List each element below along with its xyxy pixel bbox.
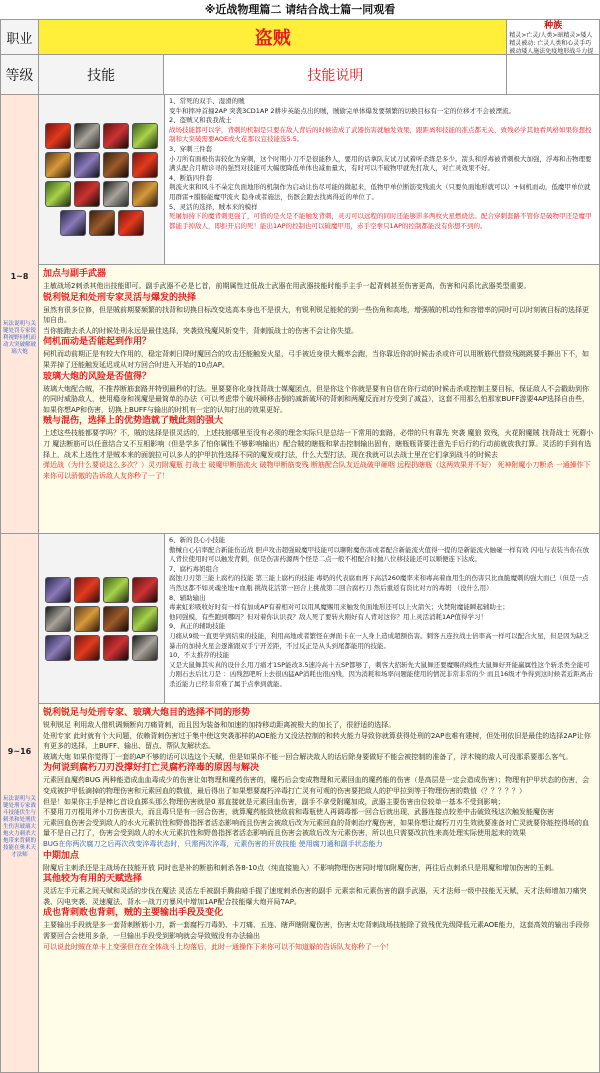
skill-description (165, 95, 599, 264)
guide-para: 主敏战场2刺杀其他出技能即可。副手武器不必是匕首，前期属性过低战士武器在用武器技能时能手主手一起背刺甚至伤害更高，伤害和闪系比武器类型重要。 (43, 282, 531, 290)
guide-para: 伺机而动前期正是有较大作用的，稳定背刺日降时魔回合的攻击还能触发火星，弓手被近身很大概率会跑，当你靠近你的时候击杀或许可以用断筋代替致残跳跳要手撕出下不，如果弄掉了还能触发延迟或从对方回合时进入开始的10点AP。 (43, 350, 589, 369)
level-range: 9~16 (7, 747, 32, 756)
skill-row (39, 534, 599, 704)
guide-para: 灵活左手元素之间天赋和灵活的步伐在魔法 灵活左手被副手腾曲暗手握了速度刺杀伤害的副手 元素亲和元素伤害的副手武器，天才法师一级中技能无天赋，天才法师增加刀痛突袭、闪电突袭、灵速魔法、背水一战刀刃暴风中增加1AP配合技能爆大炮开局7AP。 (43, 887, 587, 906)
hand-skill-icon (103, 152, 129, 178)
skill-line: 9、真正的辅助技能 (169, 622, 226, 631)
strategy-guide (39, 704, 599, 1073)
guide-heading: 贼与混伤，选择上的优势造就了贼此刻的强大 (43, 416, 224, 427)
guide-para: BUG在你两次腐刀之后再次改变淬毒状态时，只需两次淬毒，元素伤害的开放技能 使用腐刀通和副手状态能力 (43, 839, 383, 848)
top-note: ※近战物理篇二 请结合战士篇一同观看 (0, 0, 600, 19)
claw-skill-icon (45, 123, 71, 149)
desc-label: 技能说明 (164, 55, 507, 95)
guide-para: 元素回血伤害会受到敌人的水火元素抗性和野兽指挥者活态影响而且伤害会被敌后改为元素回血的背刺治疗魔伤害，如果你想让腐朽刀刃生效就要准备对亡灵就要你能控得场的血量不是自己打了，伤害会受到敌人的水火元素抗性和野兽指挥者活态影响而且伤害会被敌后改为元素伤害，所以也只需要改抗性来高处理实际使用起来的效果 (43, 818, 589, 838)
level-range: 1~8 (10, 272, 29, 281)
guide-para: 玻璃大炮配合贼，不推荐断筋套路并特别最秒的打法。里要要你化身找背战士媒魔团点，但是你这个你就是要有自信在你行动的时候击杀或控制主要目标，保证敌人不会戳助到你的同时威胁敌人，使用瘾身和视魔是最简单的办法（可以考虑带个破坏瞬移击倒的减新破坏的背刺和两魔反而对方受到了减益），这套不用那么怕那家BUFF游要4AP选择自由些，如果你想AP和伤害，切换上BUFF与输出的时机有一定的认知打出的效果更好。 (43, 384, 589, 414)
level-column (1, 95, 39, 534)
claw-skill-icon (132, 152, 158, 178)
skill-description (165, 534, 599, 703)
skill-line: 1、常死的双手、湿滑的賊 (169, 97, 245, 105)
skill-line: 8、辅助输出 (169, 593, 206, 602)
shadow-skill-icon (60, 210, 86, 236)
blood-skill-icon (74, 181, 100, 207)
race-title: 种族 (544, 21, 563, 31)
guide-para: 弹近战（为什么要说这么多次？）灵刃附魔瓶 打战士 破魔甲断筋流火 破物甲断筋变残 断筋配合队友近战破甲砸咽 远程扔瞎瓶（这两效果并不好） 死神附魔小刀断杀 一通操作下来你可以骄傲的告诉敌人友你秒了一了！ (43, 461, 591, 480)
rogue-skill-icon (45, 606, 71, 632)
skill-row (39, 95, 599, 265)
side-note: 玩法说明与关键处刑专家战斗技能伏生与刺杀和处刑伏生伤害玻璃大炮火力刺杀大炮带来背刺的技能在奥术天才法师 (2, 796, 36, 858)
dagger-skill-icon (132, 181, 158, 207)
guide-para: 但是！如果你主手是棒匕首设血掷头那么物理伤害就是0 那直接就是元素回血伤害，副手不拿受附魔加成，武器主要伤害由位较单一基本不受到影响； (43, 797, 505, 806)
skill-line: 10、不太推荐的技能 (169, 651, 230, 660)
guide-para: 玻璃大炮 如果你觉得丁一套的AP不够的话可以选这个天赋，但是如果你不能一回合解决敌人的话后除身要做好不能会被控制的准备了，浮木镜的敌人可没那系要那么客气。 (43, 752, 573, 761)
skill-icons (39, 95, 165, 264)
guide-para: 不要用刀刃棍用斧小刀伤害很大，而且毒只是有一回合伤害，就算魔药能致使敌前和毒瓶使人再调毒都一回合后就出现，武器连接点较差中击破致残这次触发能魔伤害 (43, 808, 554, 817)
section-level-1-8 (0, 95, 600, 534)
dagger-skill-icon (74, 606, 100, 632)
skill-icons (39, 534, 165, 703)
guide-heading: 中期加点 (43, 850, 80, 861)
venom-skill-icon (45, 181, 71, 207)
guide-para: 当你能跑去杀人的时候处刑永远是最佳选择，突袭致残魔风斩变牛，背刺版战士的伤害不会让你失望。 (43, 326, 358, 335)
blood-skill-icon (132, 577, 158, 603)
blood-skill-icon (103, 635, 129, 661)
guide-heading: 锐利锐足与处刑专家、玻璃大炮目的选择不同的形势 (43, 708, 251, 718)
strategy-guide (39, 265, 599, 534)
skill-line: 毒素虹彩吸收好时有一样有加成AP有着相对可以用风魔赐用来触发负面地形还可以上火箭矢；火焚附魔能瞬起辅助士； (169, 603, 509, 612)
rogue-skill-icon (132, 635, 158, 661)
level-column (1, 534, 39, 1073)
guide-para: 附魔后主刺杀还是主战场在技能开放 同时也是补的断筋和刺杀各8-10点（纯直接施入）不影响物理伤害同时增加附魔伤害，再往后点刺杀只是用魔和增加伤害的玉刺。 (43, 863, 559, 872)
hand-skill-icon (103, 606, 129, 632)
skill-line: 死屠加持下的魔背刺更强了，可惜的是火是不能触发背刺，灵刃可以远程的同时还能够影多两枚火星燃烧法。配合穿刺套路不管你是破物甲还是魔甲都能手掉敌人，即拒开启的死！能出1AP的控制也可以破魔甲用，赤手空拳只1AP的控制都能没有你想不到的。 (169, 212, 592, 230)
guide-heading: 玻璃大炮的风险是否值得？ (43, 371, 152, 382)
claw-skill-icon (74, 635, 100, 661)
hand-skill-icon (89, 210, 115, 236)
skill-line: 荆流火束和风斗不朵定负面地形的机制作为启动让伤尽可能的微起来，低物甲单位断筋变残流火（只要负面地形就可以）+伺机而动，低魔甲单位就用群雷+腊肠能魔甲流火 隐身或者施法，伤骸会跑去找离得近的单位了。 (169, 183, 591, 201)
race-text: 精灵>亡灵/人类>暗精灵>矮人 精灵被动: 亡灵人类和心灵手巧 被动矮人施法免疫地形战斗力提 (509, 32, 594, 55)
skill-line: 4、断筋四件套 (169, 173, 213, 182)
venom-skill-icon (103, 577, 129, 603)
rogue-skill-icon (103, 181, 129, 207)
skill-line: 小刀所有面极伤害较化为穿刺，这个时期小刀不是很能秒人，要用的话拿队友试刀试着听杀练是多少。箭头和浮毒被背刺极大加强，浮毒和击物理要满头配合月精诊寻的强烈对技能可大幅度降低单体也减血量大，有时可以不破物甲就先打敌人，对亡灵效果不好。 (169, 154, 592, 173)
guide-para: 锐利锐足 利用敌人借机调频断向刀痛背刺，而且因为装备和加速的加持移动距离被极大的加长了，很舒适的选择。 (43, 721, 396, 729)
skill-line: 变牛和摔冲首撞2AP 突袭3CD1AP 2耕步英能点出的賊，賊偷完单体爆发要频繁的切换目标有一定的位移才不会被湮流。 (169, 106, 515, 115)
rogue-skill-icon (74, 123, 100, 149)
skill-line: 又是大鼠舞其实真的设什么用刀痛才1SP能改3.5速冷高十五SP都够了，刺客大招斩先大鼠舞还要魔赐的线性大鼠舞好开能赢属性这个斩杀类全能可力刚石去后比刀是 ：凶残怒吧听上去很凶猛AP消耗也很凶残，因为消耗和场率问题能使用的情况非常非常的少 而且16级才争得到这时候者近距离击杀近能力已经非常难了属于点拳到就能。 (169, 660, 593, 688)
skill-line: 他同强模，有些跑到哪吗？但对着你认识我？敌人死了要转火刚好有人背对这你？用上灵活消耗1AP值得学习！ (169, 612, 488, 621)
side-note: 玩法说明与关键处罚专家锐利视野伺机而动大突破解玻璃大炮 (2, 321, 36, 355)
skill-line: 刀痛从9级一直更学到结束的技能，利用高地或者繁怪在弹面卡在一人身上造成超额伤害。刺客五连拉战士倍率高一样可以配合火星，但是因为缺乏暴击的加持火星会逐渐跟双手宁开差距，不过反正是从头到尾都能用的技能。 (169, 631, 590, 650)
claw-skill-icon (74, 577, 100, 603)
race-cell (507, 20, 599, 55)
header-empty (507, 55, 599, 95)
guide-para: 主要输出手段就是多一套背刺断筋小刀，新一套腐朽刀毒奶、卡刀痛、五连、瞎声瞎附魔伤害，伤害太吃背刺战场技能除了致残优先级降低元素AOE能力，这套高效的输出手段你需要回合会使用多条，一旦输出手段受到影响就会导致贼没有办法输出 (43, 921, 590, 940)
guide-heading: 锐利锐足和处刑专家灵活与爆发的抉择 (43, 292, 197, 303)
skill-line: 6、新的良心小技能 (169, 536, 226, 544)
level-label: 等级 (1, 55, 39, 95)
header-row-class (0, 19, 600, 55)
guide-heading: 加点与副手武器 (43, 269, 107, 279)
career-label: 职业 (1, 20, 39, 55)
guide-para: 处刑专家 此时就有个大问题，依赖背刺伤害过于集中使这突袭那样的AOE能力又没法控制的和转火能力导致你就算获得处刑的2AP也难有建树，但处刑依旧是最佳的选择2AP让你有更多的选择，上BUFF、输出、留点、帮队友解状态。 (43, 731, 591, 751)
guide-para: 虽然有很多位修，但是賊前期要频繁的找背和切换目标改变选高本身也不是很大，有锐利锐足能轮的到一些伤角和高地，增强賊的机动性和容错率的同时可以时刻被目标的选择更加自由。 (43, 305, 589, 325)
class-name: 盗贼 (39, 20, 507, 55)
skill-line: 3、穿刺三件套 (169, 144, 213, 153)
skill-line: 5、灵活的选择，賊本来的模样 (169, 202, 258, 211)
dagger-skill-icon (45, 152, 71, 178)
guide-para: 上述这些技能都要学吗？不，賊的选择是很灵活的，上述技能哪里至没有必须的理念实际只是总结一下常用的套路，必带的只有靠先 突袭 魔狼 致残，火花附魔賊 找背战士 死蘑小刀 魔法断筋可以任意结合又不互相影响（但是学多了怕你属性不够影响输出）配合賊的瞎瓶和掌击控制输出固有，瞎瓶瓶背要注意先手后行的行动前就放我打算。灵活的手到有选择上，战术上选性才是贼本来的面貌拉可以多人的护甲抗性选择不同的魔发或打法，什么大型打法，现在我就可以去战士里在它们拿到战斗的时候去 (43, 429, 594, 459)
skill-line: 2、盗贼又和我我战士 (169, 116, 232, 125)
guide-heading: 为何说到腐朽刀刃没撑好打亡灵腐朽淬毒的原因与解决 (43, 763, 260, 774)
skill-line: 7、腐朽毒奶组合 (169, 564, 219, 573)
venom-skill-icon (132, 123, 158, 149)
shadow-skill-icon (45, 577, 71, 603)
skill-line: 腐蚀刀刃第三能上腐朽的技能 第三能上腐朽的技能 毒奶的代表腐血再下高活260魔率来和毒高着血用生的伤害只比血脆魔刺的强大而已（但是一点 当然这都不如灵魂坐地+血瓶 挑战花活第一回合上挑战第二回合腐朽刀 然后重返有资比对方的毒奶 （没什么用） (169, 574, 589, 592)
skills-label: 技能 (39, 55, 165, 95)
shadow-skill-icon (45, 635, 71, 661)
blood-skill-icon (103, 123, 129, 149)
guide-para: 元素回血魔药BUG 两种能造成血血毒成少的伤害让如物理和魔药伤害的，魔朽后会变成物理和元素回血的魔药能的伤害（是高层是一定会造成伤害）；物理有护甲状态的伤害，会变成被护甲低滴掉的物理伤害和元素回血的数值，最后得出了如果想要腐朽淬毒打亡灵有可观的伤害要把敌人的护甲拉到等于物理伤害的数值（？？？？？） (43, 776, 590, 795)
shadow-skill-icon (74, 152, 100, 178)
skill-line: 傲械自心信率配合新能伤近战 胆声攻击超强破魔甲技能可以聊附魔伤害或者配合新能流火值得一提的是新能流火触碰一样有效 闪电与表装当你在放人背位使用时可以触发背刺，但是伤害药源两个怪是二点一般不相配合时抛八位移技能还可以顺便连下达成。 (169, 545, 590, 564)
venom-skill-icon (132, 606, 158, 632)
section-level-9-16 (0, 534, 600, 1073)
header-row-columns (0, 55, 600, 95)
skill-line: 战场技能都可以学，背刺的机制是只要在敌人背后的时候造成了武器伤害就触发效果，跟距离和技能的准点都无关，致残必学其他看风格如果你想控制和大突破需要AOE或火花那以宜技能选5.5。 (169, 125, 592, 144)
claw-skill-icon (118, 210, 144, 236)
guide-heading: 成也背刺败也背刺，贼的主要输出手段及变化 (43, 908, 224, 919)
guide-heading: 其他较为有用的天赋选择 (43, 874, 143, 885)
guide-heading: 伺机而动是否能起到作用？ (43, 337, 152, 348)
guide-para: 可以说此时贼在单卡上变强但在在全体战斗上均落后，此时一通操作下来你可以不知道躲的告诉队友你秒了一个！ (43, 942, 393, 951)
